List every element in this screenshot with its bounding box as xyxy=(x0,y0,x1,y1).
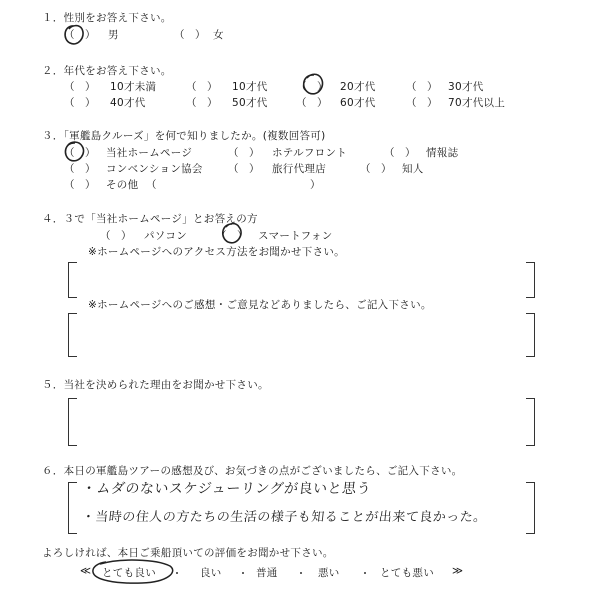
rating-opt-good[interactable]: 良い xyxy=(200,567,222,579)
q1-heading: １．性別をお答え下さい。 xyxy=(42,12,172,24)
q6-heading: ６．本日の軍艦島ツアーの感想及び、お気づきの点がございましたら、ご記入下さい。 xyxy=(42,465,463,477)
q4-access-bracket-left xyxy=(68,262,77,298)
q6-bracket-right xyxy=(526,482,535,534)
q2-opt-2-label: 20才代 xyxy=(340,81,376,93)
q4-opinion-bracket-right xyxy=(526,313,535,357)
q5-heading: ５．当社を決められた理由をお聞かせ下さい。 xyxy=(42,379,269,391)
rating-separator-dot xyxy=(300,572,302,574)
q6-handwritten-line-1: ・ムダのないスケジューリングが良いと思う xyxy=(81,481,372,497)
q3-opt-5-paren[interactable]: （ ） xyxy=(360,163,392,175)
q2-opt-3-label: 30才代 xyxy=(448,81,484,93)
q4-access-bracket-right xyxy=(526,262,535,298)
q2-opt-0-paren[interactable]: （ ） xyxy=(64,81,96,93)
q3-opt-1-paren[interactable]: （ ） xyxy=(228,147,260,159)
rating-opt-very-good[interactable]: とても良い xyxy=(102,567,156,579)
q3-opt-4-label: 旅行代理店 xyxy=(272,163,326,175)
rating-prompt: よろしければ、本日ご乗船頂いての評価をお聞かせ下さい。 xyxy=(42,547,334,559)
q2-opt-2-paren[interactable]: （ ） xyxy=(296,81,328,93)
q3-opt-0-label: 当社ホームページ xyxy=(106,147,193,159)
rating-circle-mark xyxy=(90,558,176,586)
rating-separator-dot xyxy=(364,572,366,574)
q6-bracket-left xyxy=(68,482,77,534)
rating-open-bracket: ≪ xyxy=(80,565,92,577)
q3-other-open-paren: （ xyxy=(146,179,157,191)
q2-opt-3-paren[interactable]: （ ） xyxy=(406,81,438,93)
q3-opt-2-paren[interactable]: （ ） xyxy=(384,147,416,159)
q3-opt-4-paren[interactable]: （ ） xyxy=(228,163,260,175)
q2-opt-6-paren[interactable]: （ ） xyxy=(296,97,328,109)
q2-opt-7-label: 70才代以上 xyxy=(448,97,506,109)
rating-separator-dot xyxy=(176,572,178,574)
q2-opt-6-label: 60才代 xyxy=(340,97,376,109)
q2-opt-5-label: 50才代 xyxy=(232,97,268,109)
q3-opt-3-label: コンベンション協会 xyxy=(106,163,203,175)
q2-opt-1-paren[interactable]: （ ） xyxy=(186,81,218,93)
q3-opt-6-paren[interactable]: （ ） xyxy=(64,179,96,191)
rating-close-bracket: ≫ xyxy=(452,565,464,577)
q3-opt-2-label: 情報誌 xyxy=(426,147,459,159)
q2-opt-4-label: 40才代 xyxy=(110,97,146,109)
q3-other-close-paren: ） xyxy=(310,179,321,191)
q2-opt-4-paren[interactable]: （ ） xyxy=(64,97,96,109)
q4-opt-0-paren[interactable]: （ ） xyxy=(100,230,132,242)
q5-bracket-right xyxy=(526,398,535,446)
rating-opt-bad[interactable]: 悪い xyxy=(318,567,340,579)
q2-heading: ２．年代をお答え下さい。 xyxy=(42,65,172,77)
q5-bracket-left xyxy=(68,398,77,446)
q4-opt-1-label: スマートフォン xyxy=(258,230,333,242)
q3-opt-0-paren[interactable]: （ ） xyxy=(64,147,96,159)
q2-opt-0-label: 10才未満 xyxy=(110,81,157,93)
q6-handwritten-line-2: ・当時の住人の方たちの生活の様子も知ることが出来て良かった。 xyxy=(81,510,488,525)
q4-opinion-bracket-left xyxy=(68,313,77,357)
q4-opinion-prompt: ※ホームページへのご感想・ご意見などありましたら、ご記入下さい。 xyxy=(88,299,432,311)
q3-opt-5-label: 知人 xyxy=(402,163,424,175)
q4-heading: ４．３で「当社ホームページ」とお答えの方 xyxy=(42,213,258,225)
q1-option-male-paren[interactable]: （ ） xyxy=(64,29,96,41)
q1-circle-mark xyxy=(60,23,90,47)
q3-heading: ３．「軍艦島クルーズ」を何で知りましたか。(複数回答可) xyxy=(42,130,326,142)
rating-opt-neutral[interactable]: 普通 xyxy=(256,567,278,579)
q4-opt-0-label: パソコン xyxy=(144,230,187,242)
q4-access-prompt: ※ホームページへのアクセス方法をお聞かせ下さい。 xyxy=(88,246,345,258)
q1-option-female-paren[interactable]: （ ） xyxy=(174,29,206,41)
q2-opt-5-paren[interactable]: （ ） xyxy=(186,97,218,109)
rating-opt-very-bad[interactable]: とても悪い xyxy=(380,567,434,579)
q2-opt-7-paren[interactable]: （ ） xyxy=(406,97,438,109)
q3-opt-3-paren[interactable]: （ ） xyxy=(64,163,96,175)
q2-opt-1-label: 10才代 xyxy=(232,81,268,93)
q4-opt-1-paren[interactable]: （ ） xyxy=(216,230,248,242)
q1-option-male-label: 男 xyxy=(108,29,119,41)
q3-opt-6-label: その他 xyxy=(106,179,139,191)
q1-option-female-label: 女 xyxy=(213,29,224,41)
rating-separator-dot xyxy=(242,572,244,574)
q3-opt-1-label: ホテルフロント xyxy=(272,147,348,159)
